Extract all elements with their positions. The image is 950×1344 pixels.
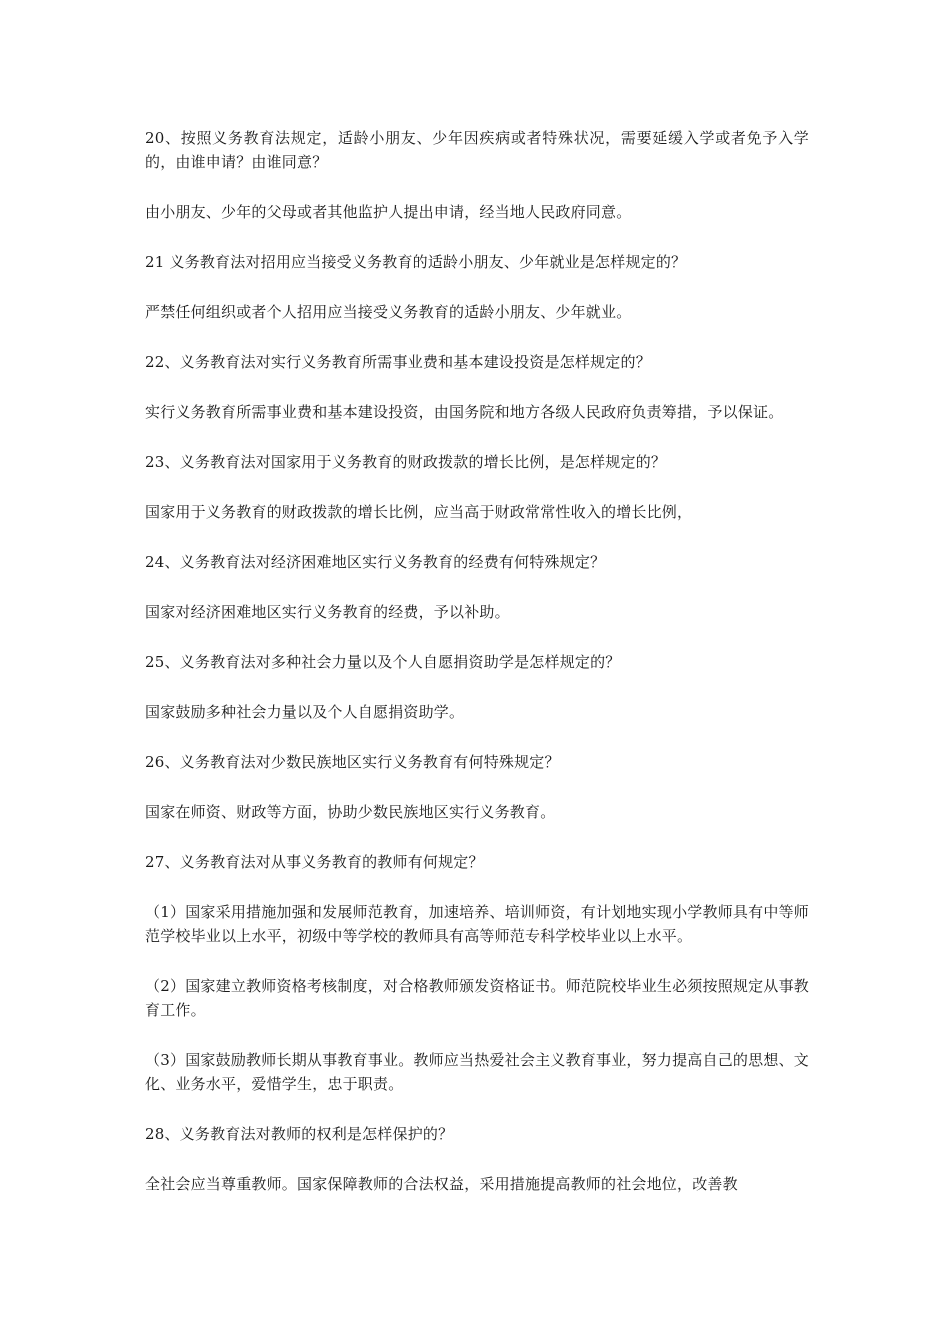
answer-23: 国家用于义务教育的财政拨款的增长比例，应当高于财政常常性收入的增长比例， xyxy=(145,503,693,521)
answer-27-item-1: （1）国家采用措施加强和发展师范教育，加速培养、培训师资，有计划地实现小学教师具有中等师范学校毕业以上水平，初级中等学校的教师具有高等师范专科学校毕业以上水平。 xyxy=(145,903,809,945)
answer-27-item-2: （2）国家建立教师资格考核制度，对合格教师颁发资格证书。师范院校毕业生必须按照规定从事教育工作。 xyxy=(145,977,809,1019)
answer-20: 由小朋友、少年的父母或者其他监护人提出申请，经当地人民政府同意。 xyxy=(145,203,632,221)
document-body xyxy=(145,126,809,1196)
answer-27-item-3: （3）国家鼓励教师长期从事教育事业。教师应当热爱社会主义教育事业，努力提高自己的思想、文化、业务水平，爱惜学生，忠于职责。 xyxy=(145,1051,809,1093)
question-20: 20、按照义务教育法规定，适龄小朋友、少年因疾病或者特殊状况，需要延缓入学或者免予入学的，由谁申请？由谁同意？ xyxy=(145,129,809,171)
question-28: 28、义务教育法对教师的权利是怎样保护的？ xyxy=(145,1125,454,1143)
answer-26: 国家在师资、财政等方面，协助少数民族地区实行义务教育。 xyxy=(145,803,556,821)
answer-21: 严禁任何组织或者个人招用应当接受义务教育的适龄小朋友、少年就业。 xyxy=(145,303,632,321)
question-21: 21 义务教育法对招用应当接受义务教育的适龄小朋友、少年就业是怎样规定的？ xyxy=(145,253,687,271)
question-27: 27、义务教育法对从事义务教育的教师有何规定？ xyxy=(145,853,484,871)
answer-28: 全社会应当尊重教师。国家保障教师的合法权益，采用措施提高教师的社会地位，改善教 xyxy=(145,1175,738,1193)
answer-24: 国家对经济困难地区实行义务教育的经费，予以补助。 xyxy=(145,603,510,621)
question-23: 23、义务教育法对国家用于义务教育的财政拨款的增长比例，是怎样规定的？ xyxy=(145,453,667,471)
answer-25: 国家鼓励多种社会力量以及个人自愿捐资助学。 xyxy=(145,703,465,721)
question-24: 24、义务教育法对经济困难地区实行义务教育的经费有何特殊规定？ xyxy=(145,553,606,571)
question-25: 25、义务教育法对多种社会力量以及个人自愿捐资助学是怎样规定的？ xyxy=(145,653,621,671)
question-22: 22、义务教育法对实行义务教育所需事业费和基本建设投资是怎样规定的？ xyxy=(145,353,651,371)
question-26: 26、义务教育法对少数民族地区实行义务教育有何特殊规定？ xyxy=(145,753,560,771)
answer-22: 实行义务教育所需事业费和基本建设投资，由国务院和地方各级人民政府负责筹措，予以保证。 xyxy=(145,403,784,421)
